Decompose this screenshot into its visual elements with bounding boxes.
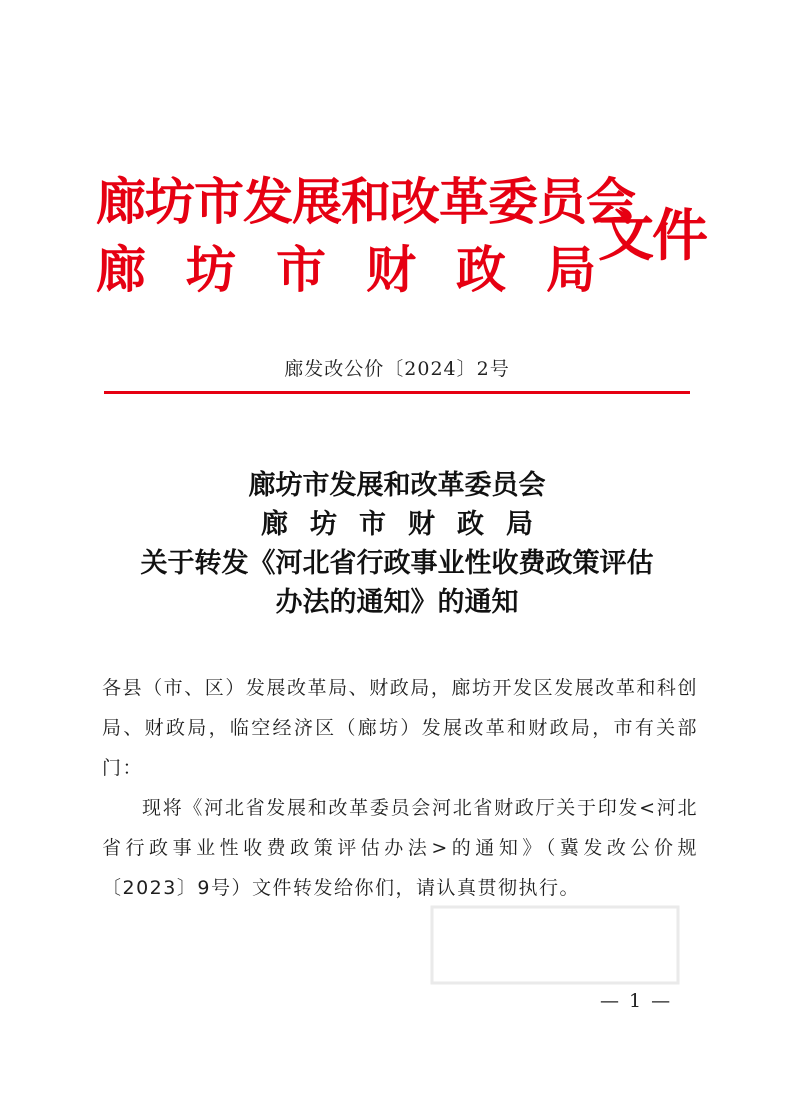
document-number: 廊发改公价〔2024〕2号 [284,358,510,380]
title-line-3: 关于转发《河北省行政事业性收费政策评估 [140,548,654,579]
title-line-4: 办法的通知》的通知 [275,587,519,618]
body-paragraph: 现将《河北省发展和改革委员会河北省财政厅关于印发<河北省行政事业性收费政策评估办法>的通知》（冀发改公价规〔2023〕9号）文件转发给你们，请认真贯彻执行。 [102,797,698,899]
letterhead-suffix: 文件 [598,203,706,269]
letterhead-line-1: 廊坊市发展和改革委员会 [96,172,635,231]
red-divider-line [104,391,690,394]
letterhead-line-2: 廊坊市财政局 [96,240,636,299]
document-title [0,466,794,622]
salutation: 各县（市、区）发展改革局、财政局，廊坊开发区发展改革和科创局、财政局，临空经济区（廊坊）发展改革和财政局，市有关部门： [102,677,698,779]
title-line-1: 廊坊市发展和改革委员会 [248,470,546,501]
page-number: — 1 — [600,990,673,1012]
title-line-2: 廊坊市财政局 [261,509,555,540]
faint-stamp-mark [430,905,680,985]
